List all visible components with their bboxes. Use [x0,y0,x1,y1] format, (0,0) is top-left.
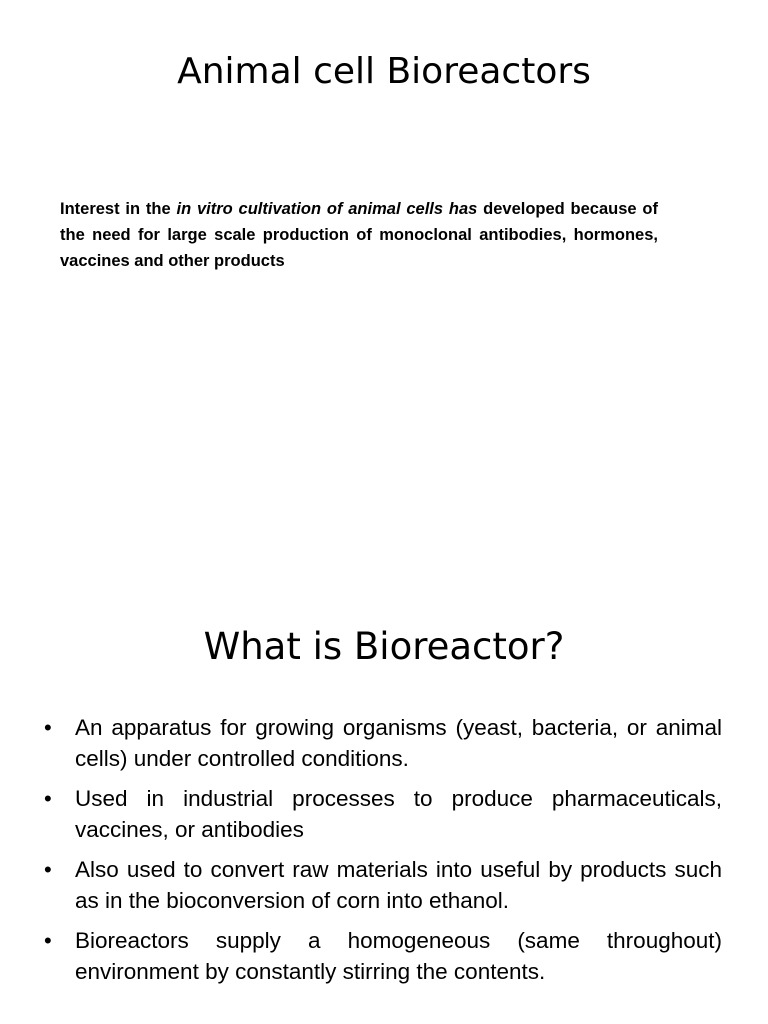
bullet-text: Bioreactors supply a homogeneous (same throughout) environment by constantly stirring the contents. [75,928,722,984]
bullet-text: Used in industrial processes to produce pharmaceuticals, vaccines, or antibodies [75,786,722,842]
slide-title: What is Bioreactor? [203,625,565,668]
bullet-text: Also used to convert raw materials into useful by products such as in the bioconversion of corn into ethanol. [75,857,722,913]
intro-rest-text: developed because of the need for large scale production of monoclonal antibodies, hormones, vaccines and other products [60,200,658,270]
intro-paragraph [60,196,658,274]
slide-what-is-bioreactor [0,512,768,1024]
bullet-dot-icon: • [44,857,52,882]
intro-emphasis-text: in vitro cultivation of animal cells has [176,200,478,218]
bullet-item [44,854,722,916]
bullet-dot-icon: • [44,715,52,740]
bullet-item [44,712,722,774]
slide-title: Animal cell Bioreactors [177,51,591,92]
intro-lead-text: Interest in the [60,200,177,218]
bullet-item [44,783,722,845]
bullet-item [44,925,722,987]
bullet-dot-icon: • [44,786,52,811]
bullet-dot-icon: • [44,928,52,953]
bullet-text: An apparatus for growing organisms (yeast, bacteria, or animal cells) under controlled conditions. [75,715,722,771]
bullet-list [44,712,722,996]
